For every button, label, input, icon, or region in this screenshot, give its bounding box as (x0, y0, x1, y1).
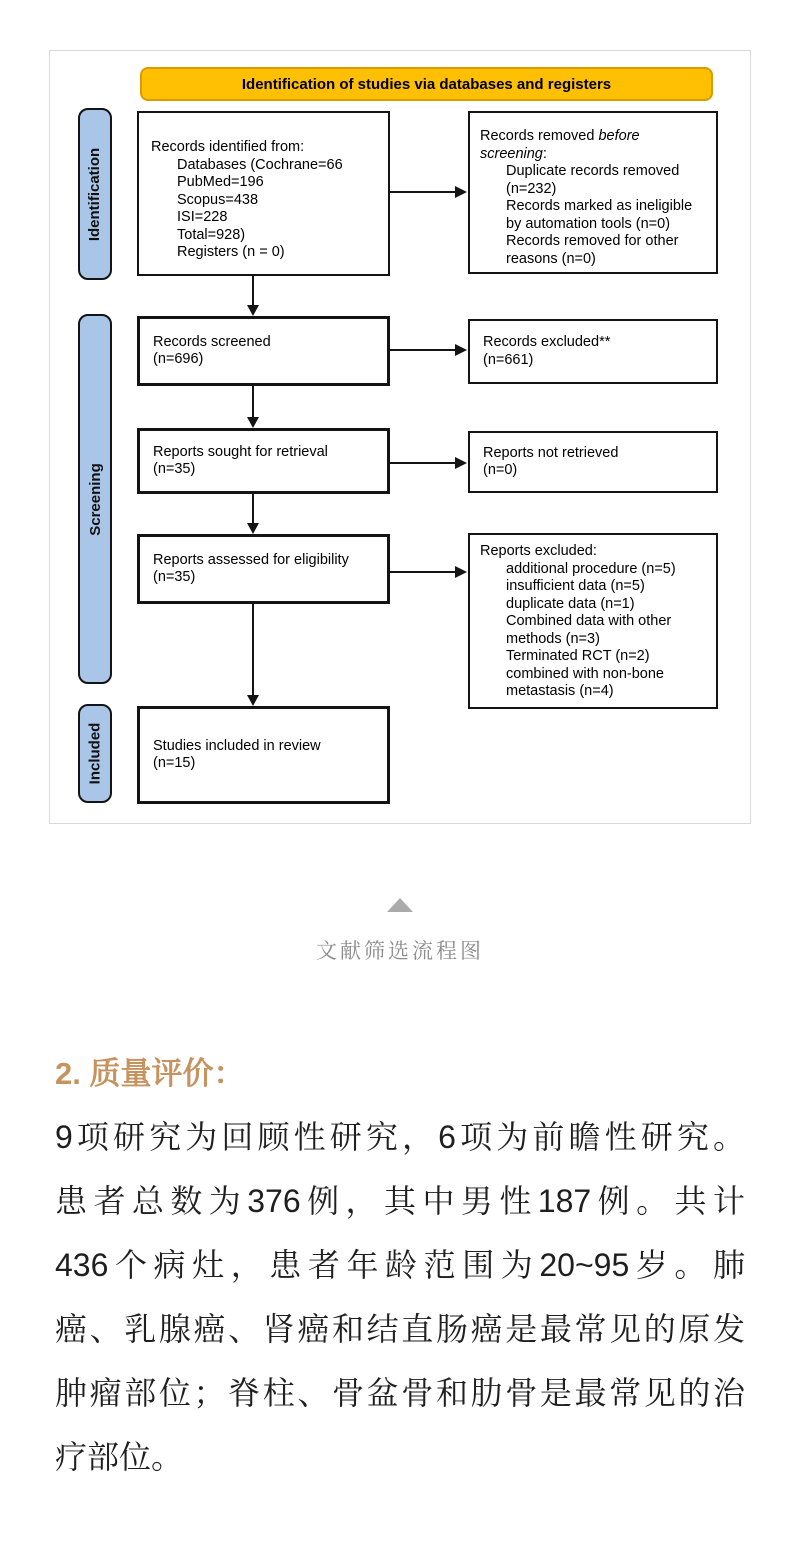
stage-label-text: Screening (86, 462, 104, 536)
box-reports-not-retrieved (468, 431, 718, 493)
arrow-down-icon (252, 494, 254, 524)
box-item: Duplicate records removed (n=232) (506, 163, 680, 197)
stage-label-screening (78, 314, 112, 684)
stage-label-identification (78, 108, 112, 280)
arrow-down-icon (252, 386, 254, 418)
stage-label-text: Included (86, 722, 104, 785)
box-title-prefix: Records removed (480, 128, 599, 144)
figure-caption: 文献筛选流程图 (316, 940, 484, 963)
box-title: Reports excluded: (480, 543, 597, 559)
box-records-removed (468, 111, 718, 274)
paragraph-line: 疗部位。 (55, 1439, 184, 1475)
stage-label-text: Identification (86, 147, 104, 241)
prisma-flowchart (49, 50, 751, 824)
box-studies-included (137, 706, 390, 804)
box-item: additional procedure (n=5) (506, 560, 676, 577)
paragraph-line: 436个病灶，患者年龄范围为20~95岁。肺 (55, 1247, 745, 1283)
box-title (480, 128, 655, 163)
paragraph-line: 患者总数为376例，其中男性187例。共计 (55, 1183, 745, 1219)
box-title-suffix: : (542, 145, 547, 162)
box-item: duplicate data (n=1) (506, 595, 635, 612)
box-line: Records excluded** (483, 334, 611, 350)
box-item: Combined data with other methods (n=3) (506, 613, 672, 647)
box-line: Reports not retrieved (483, 444, 619, 461)
box-item: insufficient data (n=5) (506, 578, 645, 594)
box-item: combined with non-bone metastasis (n=4) (506, 665, 664, 699)
box-item: Scopus=438 (177, 191, 259, 208)
arrow-down-icon (252, 604, 254, 696)
box-reports-excluded (468, 533, 718, 709)
box-reports-sought (137, 428, 390, 494)
box-records-screened (137, 316, 390, 386)
box-item: ISI=228 (177, 209, 228, 225)
box-item: Records removed for other reasons (n=0) (506, 233, 679, 267)
paragraph-line: 9项研究为回顾性研究，6项为前瞻性研究。 (55, 1119, 745, 1155)
arrow-right-icon (390, 349, 456, 351)
box-line: (n=661) (483, 351, 534, 368)
flowchart-banner: Identification of studies via databases and registers (140, 67, 713, 101)
box-reports-assessed (137, 534, 390, 604)
arrow-right-icon (390, 191, 456, 193)
box-line: Reports sought for retrieval (153, 443, 328, 460)
box-item: PubMed=196 (177, 174, 264, 190)
article-paragraph (55, 1105, 745, 1489)
box-line: (n=35) (153, 461, 196, 477)
box-line: (n=15) (153, 755, 196, 771)
paragraph-line: 癌、乳腺癌、肾癌和结直肠癌是最常见的原发 (55, 1311, 745, 1347)
box-item: Records marked as ineligible by automation tools (n=0) (506, 198, 693, 232)
box-line: Reports assessed for eligibility (153, 551, 349, 568)
box-item: Total=928) (177, 226, 246, 243)
stage-label-included (78, 704, 112, 803)
box-item: Databases (Cochrane=66 (177, 156, 343, 173)
arrow-down-icon (252, 276, 254, 306)
box-line: (n=35) (153, 569, 196, 585)
collapse-triangle-icon[interactable] (387, 898, 413, 912)
box-title: Records identified from: (151, 139, 305, 155)
arrow-right-icon (390, 462, 456, 464)
box-item: Terminated RCT (n=2) (506, 648, 650, 664)
box-line: (n=0) (483, 462, 518, 478)
box-item: Registers (n = 0) (177, 244, 285, 260)
section-heading: 2. 质量评价： (55, 1056, 245, 1091)
paragraph-line: 肿瘤部位；脊柱、骨盆骨和肋骨是最常见的治 (55, 1375, 745, 1411)
arrow-right-icon (390, 571, 456, 573)
box-records-excluded (468, 319, 718, 384)
box-line: Studies included in review (153, 737, 321, 754)
box-records-identified (137, 111, 390, 276)
box-title-italic: before screening (480, 128, 640, 162)
box-line: Records screened (153, 333, 271, 350)
box-line: (n=696) (153, 351, 204, 367)
